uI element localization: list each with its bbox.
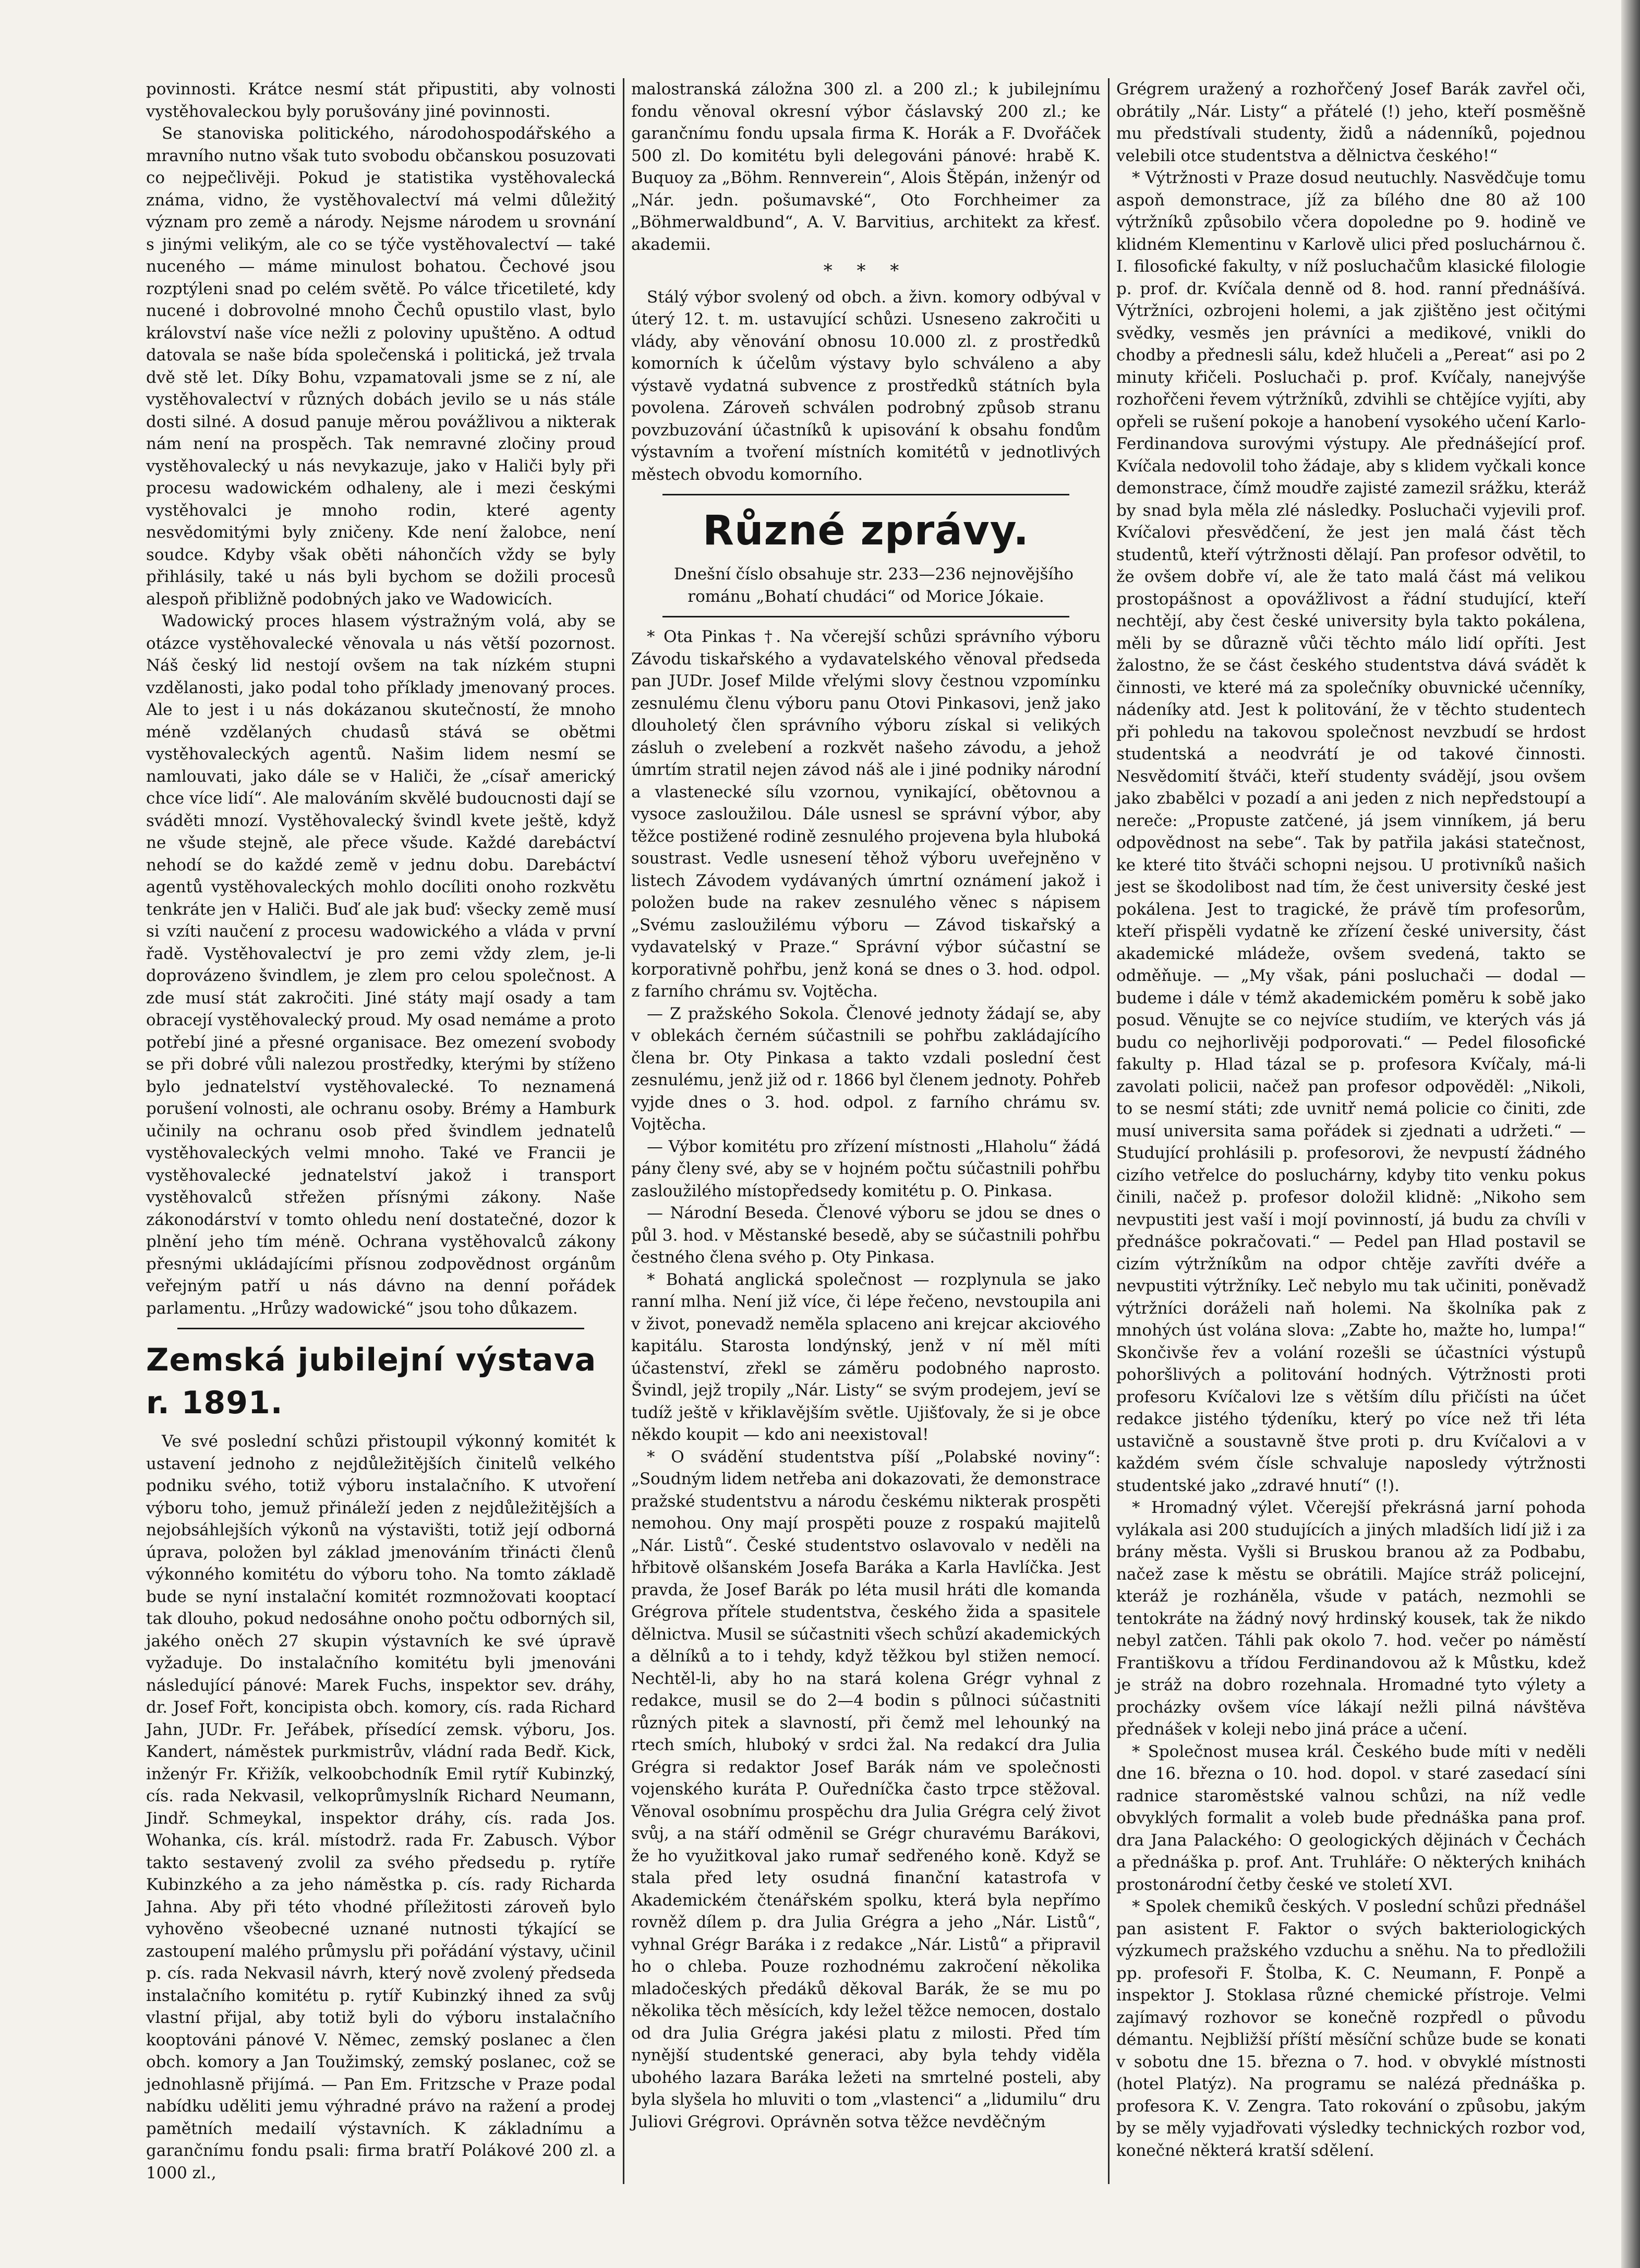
columns <box>146 78 1609 2182</box>
article-paragraph: * Výtržnosti v Praze dosud neutuchly. Nasvědčuje tomu aspoň demonstrace, jíž za bílého dne 80 až 100 výtržníků způsobilo včera dopoledne po 9. hodině ve klidném Klementinu v Karlově ulici před posluchárnou č. I. filosofické fakulty, v níž posluchačům klasické filologie p. prof. dr. Kvíčala denně od 8. hod. ranní přednášívá. Výtržníci, ozbrojeni holemi, a jak zjištěno jest očitými svědky, vesměs jen právníci a medikové, vnikli do chodby a přednesli sálu, kdež hlučeli a „Pereat“ asi po 2 minuty křičeli. Posluchači p. prof. Kvíčaly, nanejvýše rozhořčeni řevem výtržníků, zdvihli se chtějíce vyjíti, aby opřeli se rušení pokoje a hanobení vysokého učení Karlo-Ferdinandova surovými výstupy. Ale přednášející prof. Kvíčala nedovolil toho žádaje, aby s klidem vyčkali konce demonstrace, čímž moudře zajisté zamezil srážku, kteráž by snad byla měla zlé následky. Posluchači vyjevili prof. Kvíčalovi přesvědčení, že jest jen malá část těch studentů, kteří výtržnosti dělají. Pan profesor odvětil, to že ovšem dobře ví, ale že tato malá část má velikou prostopášnost a opovážlivost a řádní studující, kteří nechtějí, aby čest české university byla takto pokálena, měli by se důrazně vůči těchto málo lidí opříti. Jest žalostno, že se část českého studentstva dává svádět k činnosti, ve které má za společníky obuvnické učenníky, nádeníky atd. Jest k politování, že v těchto studentech při pohledu na takovou společnost nevzbudí se hrdost studentská a neodvrátí je od takové činnosti. Nesvědomití štváči, kteří studenty svádějí, jsou ovšem jako zbabělci v pozadí a ani jeden z nich nepředstoupí a nereče: „Propuste zatčené, já jsem vinníkem, já beru odpovědnost na sebe“. Tak by patřila jakási statečnost, ke které tito štváči schopni nejsou. U protivníků našich jest se škodolibost nad tím, že čest university české jest pokálena. Jest to tragické, že právě tím profesorům, kteří přispěli vydatně ke zřízení české university, část akademické mládeže, ovšem svedená, takto se odměňuje. — „My však, páni posluchači — dodal — budeme i dále v témž akademickém poměru k sobě jako posud. Věnujte se co nejvíce studiím, ve kterých vás já budu co nejhorlivěji podporovati.“ — Pedel filosofické fakulty p. Hlad tázal se p. profesora Kvíčaly, má-li zavolati policii, načež pan profesor odpověděl: „Nikoli, to se nesmí státi; zde uvnitř nemá policie co činiti, zde musí universita sama pořádek si zjednati a udržeti.“ — Studující prohlásili p. profesorovi, že nevpustí žádného cizího vetřelce do posluchárny, kdyby tito venku pokus činili, načež p. profesor doložil klidně: „Nikoho sem nevpustiti jest vaší i mojí povinností, já budu za chvíli v přednášce pokračovati.“ — Pedel pan Hlad postavil se cizím výtržníkům na odpor chtěje zavříti dvéře a nevpustiti výtržníky. Leč nebylo mu tak učiniti, poněvadž výtržníci doráželi naň holemi. Na školníka pak z mnohých úst volána slova: „Zabte ho, mažte ho, lumpa!“ Skončivše řev a volání rozešli se účastníci výstupů pohoršlivých a politování hodných. Výtržnosti proti profesoru Kvíčalovi lze s větším dílu přičísti na účet redakce jistého týdeníku, který po více než tři léta ustavičně a soustavně štve proti p. dru Kvíčalovi a v každém svém čísle schvaluje naposledy výtržnosti studentské jako „zdravé hnutí“ (!). <box>1116 168 1586 1495</box>
article-paragraph: Ve své poslední schůzi přistoupil výkonný komitét k ustavení jednoho z nejdůležitějších činitelů velkého podniku svého, totiž výboru instalačního. K utvoření výboru toho, jemuž přináleží jeden z nejdůležitějších a nejobsáhlejších výkonů na výstavišti, totiž její odborná úprava, položen byl základ jmenováním třinácti členů výkonného komitétu do výboru toho. Na tomto základě bude se nyní instalační komitét rozmnožovati kooptací tak dlouho, pokud nedosáhne onoho počtu odborných sil, jakého oněch 27 skupin výstavních ke své úpravě vyžaduje. Do instalačního komitétu byli jmenováni následující pánové: Marek Fuchs, inspektor sev. dráhy, dr. Josef Fořt, koncipista obch. komory, cís. rada Richard Jahn, JUDr. Fr. Jeřábek, přísedící zemsk. výboru, Jos. Kandert, náměstek purkmistrův, vládní rada Bedř. Kick, inženýr Fr. Křižík, velkoobchodník Emil rytíř Kubinzký, cís. rada Nekvasil, velkoprůmyslník Richard Neumann, Jindř. Schmeykal, inspektor dráhy, cís. rada Jos. Wohanka, cís. král. místodrž. rada Fr. Zabusch. Výbor takto sestavený zvolil za svého předsedu p. rytíře Kubinzkého a za jeho náměstka p. cís. rady Richarda Jahna. Aby při této vhodné příležitosti zároveň bylo vyhověno všeobecné uznané nutnosti týkající se zastoupení malého průmyslu při pořádání výstavy, učinil p. cís. rada Nekvasil návrh, který nově zvolený předseda instalačního komitétu p. rytíř Kubinzký ihned za svůj vlastní přijal, aby totiž byli do výboru instalačního kooptováni pánové V. Němec, zemský poslanec a člen obch. komory a Jan Toužimský, zemský poslanec, což se jednohlasně přijímá. — Pan Em. Fritzsche v Praze podal nabídku uděliti jemu výhradné právo na ražení a prodej pamětních medailí výstavních. K základnímu a garančnímu fondu psali: firma bratří Polákové 200 zl. a 1000 zl., <box>146 1432 616 2182</box>
article-paragraph: * Ota Pinkas †. Na včerejší schůzi správního výboru Závodu tiskařského a vydavatelského věnoval předseda pan JUDr. Josef Milde vřelými slovy čestnou vzpomínku zesnulému členu výboru panu Otovi Pinkasovi, jenž jako dlouholetý člen správního výboru získal si velikých zásluh o zvelebení a rozkvět našeho závodu, a jehož úmrtím stratil nejen závod náš ale i jiné podniky národní a vlastenecké sílu vzornou, vynikající, obětovnou a vysoce zasloužilou. Dále usnesl se správní výbor, aby těžce postižené rodině zesnulého projevena byla hluboká soustrast. Vedle usnesení těhož výboru uveřejněno v listech Závodem vydávaných úmrtní oznámení jakož i položen bude na rakev zesnulého věnec s nápisem „Svému zasloužilému výboru — Závod tiskařský a vydavatelský v Praze.“ Správní výbor súčastní se korporativně pohřbu, jenž koná se dnes o 3. hod. odpol. z farního chrámu sv. Vojtěcha. <box>631 627 1101 1001</box>
article-paragraph: — Výbor komitétu pro zřízení místnosti „Hlaholu“ žádá pány členy své, aby se v hojném počtu súčastnili pohřbu zasloužilého místopředsedy komitétu p. O. Pinkasa. <box>631 1137 1101 1200</box>
article-paragraph: * Spolek chemiků českých. V poslední schůzi přednášel pan asistent F. Faktor o svých bakteriologických výzkumech pražského vzduchu a sněhu. Na to předložili pp. profesoři F. Štolba, K. C. Neumann, F. Ponpě a inspektor J. Stoklasa různé chemické přístroje. Velmi zajímavý rozhovor se konečně rozpředl o původu démantu. Nejbližší příští měsíční schůze bude se konati v sobotu dne 15. března o 7. hod. v obvyklé místnosti (hotel Platýz). Na programu se nalézá přednáška p. profesora K. V. Zengra. Tato rokování o způsobu, jakým by se měly vyjadřovati výsledky technických rozbor vod, konečné některá kratší sdělení. <box>1116 1897 1586 2160</box>
article-paragraph: Wadowický proces hlasem výstražným volá, aby se otázce vystěhovalecké věnovala u nás větší pozornost. Náš český lid nestojí ovšem na tak nízkém stupni vzdělanosti, jako podal toho příklady jmenovaný proces. Ale to jest i u nás dokázanou skutečností, že mnoho méně vzdělaných chudasů stává se obětmi vystěhovaleckých agentů. Našim lidem nesmí se namlouvati, jako dále se v Haliči, že „císař americký chce více lidí“. Ale malováním skvělé budoucnosti dají se sváděti mnozí. Vystěhovalecký švindl kvete ještě, když ne všude stejně, ale přece všude. Každé darebáctví nehodí se do každé země v jednu dobu. Darebáctví agentů vystěhovaleckých mohlo docíliti onoho rozkvětu tenkráte jen v Haliči. Buď ale jak buď: všecky země musí si vzíti naučení z procesu wadowického a vláda v první řadě. Vystěhovalectví je pro zemi vždy zlem, je-li doprovázeno švindlem, je zlem pro celou společnost. A zde musí stát zakročiti. Jiné státy mají osady a tam obracejí vystěhovalecký proud. My osad nemáme a proto potřebí jiné a přesné organisace. Bez omezení svobody se při dobré vůli nalezou prostředky, kterými by stíženo bylo jednatelství vystěhovalecké. To neznamená porušení volnosti, ale ochranu osoby. Brémy a Hamburk učinily na ochranu osob před švindlem jednatelů vystěhovaleckých velmi mnoho. Také ve Francii je vystěhovalecké jednatelství jakož i transport vystěhovalců střežen přísnými zákony. Naše zákonodárství v tomto ohledu není dostatečné, dozor k plnění jeho tím méně. Ochrana vystěhovalců zákony přesnými ukládajícími přísnou zodpovědnost orgánům veřejným patří u nás dávno na denní pořádek parlamentu. „Hrůzy wadowické“ jsou toho důkazem. <box>146 612 616 1318</box>
article-paragraph: * Hromadný výlet. Včerejší překrásná jarní pohoda vylákala asi 200 studujících a jiných mladších lidí již i za brány města. Vyšli si Bruskou branou až za Podbabu, načež zase k městu se obrátili. Majíce stráž policejní, kteráž je rozháněla, všude v patách, nezmohli se tentokráte na žádný nový hrdinský kousek, tak že nikdo nebyl zatčen. Táhli pak okolo 7. hod. večer po náměstí Františkovu a třídou Ferdinandovou až k Můstku, kdež je stráž na dobro rozehnala. Hromadné tyto výlety a procházky ovšem více lákají nežli pilná návštěva přednášek v koleji nebo jiná práce a učení. <box>1116 1498 1586 1739</box>
section-heading-misc: Různé zprávy. <box>702 507 1030 554</box>
page-edge-shadow <box>1621 0 1640 2268</box>
article-paragraph: * Společnost musea král. Českého bude míti v neděli dne 16. března o 10. hod. dopol. v staré zasedací síni radnice staroměstské valnou schůzi, na níž vedle obvyklých formalit a voleb bude přednáška pana prof. dra Jana Palackého: O geologických dějinách v Čechách a přednáška p. prof. Ant. Truhláře: O některých knihách prostonárodní četby české ve století XVI. <box>1116 1742 1586 1894</box>
notice-line: Dnešní číslo obsahuje str. 233—236 nejnovějšího románu „Bohatí chudáci“ od Morice Jókaie. <box>673 565 1074 606</box>
section-rule <box>177 1328 584 1329</box>
column-1 <box>146 78 616 2184</box>
article-paragraph: Stálý výbor svolený od obch. a živn. komory odbýval v úterý 12. t. m. ustavující schůzi. Usneseno zakročiti u vlády, aby věnování obnosu 10.000 zl. z prostředků komorních k účelům výstavy bylo schváleno a aby výstavě vydatná subvence z prostředků státních byla povolena. Zároveň schválen podrobný způsob stranu povzbuzování účastníků k upisování k obsahu fondům výstavním a tvoření místních komitétů v jednotlivých městech obvodu komorního. <box>631 287 1101 484</box>
article-paragraph: — Národní Beseda. Členové výboru se jdou se dnes o půl 3. hod. v Městanské besedě, aby se súčastnili pohřbu čestného člena svého p. Oty Pinkasa. <box>631 1204 1101 1267</box>
article-paragraph: — Z pražského Sokola. Členové jednoty žádají se, aby v oblekách černém súčastnili se pohřbu zakládajícího člena br. Oty Pinkasa a takto vzdali poslední čest zesnulému, jenž již od r. 1866 byl členem jednoty. Pohřeb vyjde dnes o 3. hod. odpol. z farního chrámu sv. Vojtěcha. <box>631 1004 1101 1134</box>
article-paragraph: malostranská záložna 300 zl. a 200 zl.; k jubilejnímu fondu věnoval okresní výbor čáslavský 200 zl.; ke garančnímu fondu upsala firma K. Horák a F. Dvořáček 500 zl. Do komitétu byli delegováni pánové: hrabě K. Buquoy za „Böhm. Rennverein“, Alois Štěpán, inženýr od „Nár. jedn. pošumavské“, Oto Forchheimer za „Böhmerwaldbund“, A. V. Barvitius, architekt za křesť. akademii. <box>631 80 1101 254</box>
article-paragraph: Grégrem uražený a rozhořčený Josef Barák zavřel oči, obrátily „Nár. Listy“ a přátelé (!) jeho, kteří posměšně mu předstívali studenty, židů a nádenníků, pojednou velebili otce studentstva a dělnictva českého!“ <box>1116 80 1586 165</box>
separator-stars: * * * <box>823 260 909 281</box>
article-paragraph: * Bohatá anglická společnost — rozplynula se jako ranní mlha. Není již více, či lépe řečeno, nevstoupila ani v život, ponevadž neměla splaceno ani krejcar akciového kapitálu. Starosta londýnský, jenž v ní měl míti účastenství, zřekl se záměru podobného naprosto. Švindl, jejž tropily „Nár. Listy“ se svým prodejem, jeví se tudíž ještě v křiklavějším světle. Ujišťovaly, že si je obce někdo koupit — kdo ani neexistoval! <box>631 1270 1101 1444</box>
column-3 <box>1116 78 1586 2184</box>
section-rule <box>662 616 1069 617</box>
section-rule <box>662 494 1069 495</box>
column-2 <box>631 78 1101 2184</box>
article-paragraph: Se stanoviska politického, národohospodářského a mravního nutno však tuto svobodu občanskou posuzovati co nejpečlivěji. Pokud je statistika vystěhovalecká známa, vidno, že vystěhovalectví má velmi důležitý význam pro země a národy. Nejsme národem u srovnání s jinými velikým, ale co se týče vystěhovalectví — také nuceného — máme minulost bohatou. Čechové jsou rozptýleni snad po celém světě. Po válce třicetileté, kdy nucené i dobrovolné mnoho Čechů opustilo vlast, bylo království naše více nežli z poloviny upuštěno. A odtud datovala se naše bída společenská i politická, jež trvala dvě stě let. Díky Bohu, vzpamatovali jsme se z ní, ale vystěhovalectví v různých dobách jevilo se u nás stále dosti silné. A dosud panuje měrou povážlivou a nikterak nám není na prospěch. Tak nemravné zločiny proud vystěhovalecký u nás nevykazuje, jako v Haliči byly při procesu wadowickém odhaleny, ale i mezi českými vystěhovalci je mnoho rodin, které agenty nesvědomitými byly zničeny. Kde není žalobce, není soudce. Kdyby však oběti náhončích vždy se byly přihlásily, také u nás byli bychom se dožili procesů alespoň přibližně podobných jako ve Wadowicích. <box>146 124 616 609</box>
article-paragraph: povinnosti. Krátce nesmí stát připustiti, aby volnosti vystěhovaleckou byly porušovány jiné povinnosti. <box>146 80 616 121</box>
article-paragraph: * O svádění studentstva píší „Polabské noviny“: „Soudným lidem netřeba ani dokazovati, že demonstrace pražské studentstvu a národu českému nikterak prospěti nemohou. Ony mají prospěti pouze z rospakú majitelů „Nár. Listů“. České studentstvo oslavovalo v neděli na hřbitově olšanském Josefa Baráka a Karla Havlíčka. Jest pravda, že Josef Barák po léta musil hráti dle komanda Grégrova přítele studentstva, českého žida a spasitele dělnictva. Musil se súčastniti všech schůzí akademických a dělníků a to i tehdy, když těžkou byl stižen nemocí. Nechtěl-li, aby ho na stará kolena Grégr vyhnal z redakce, musil se do 2—4 bodin s půlnoci súčastniti různých pitek a slavností, při čemž mel lehounký na rtech smích, hluboký v srdci žal. Na redakcí dra Julia Grégra si redaktor Josef Barák nám ve společnosti vojenského kuráta P. Ouředníčka často trpce stěžoval. Věnoval osobnímu prospěchu dra Julia Grégra celý život svůj, a na stáří odměnil se Grégr churavému Barákovi, že ho využitkoval jako rumař sedřeného koně. Když se stala před lety osudná finanční katastrofa v Akademickém čtenářském spolku, která byla nepřímo rovněž dílem p. dra Julia Grégra a jeho „Nár. Listů“, vyhnal Grégr Baráka i z redakce „Nár. Listů“ a připravil ho o chleba. Pouze rozhodnému zakročení několika mladočeských předáků děkoval Barák, že se mu po několika těch měsících, kdy ležel těžce nemocen, dostalo od dra Julia Grégra jakési platu z milosti. Před tím nynější studentské generaci, aby byla tehdy viděla ubohého lazara Baráka ležeti na smrtelné posteli, aby byla slyšela ho mluviti o tom „vlastenci“ a „lidumilu“ dru Juliovi Grégrovi. Oprávněn sotva těžce nevděčným <box>631 1447 1101 2131</box>
section-heading-exhibition: Zemská jubilejní výstava r. 1891. <box>146 1342 597 1421</box>
